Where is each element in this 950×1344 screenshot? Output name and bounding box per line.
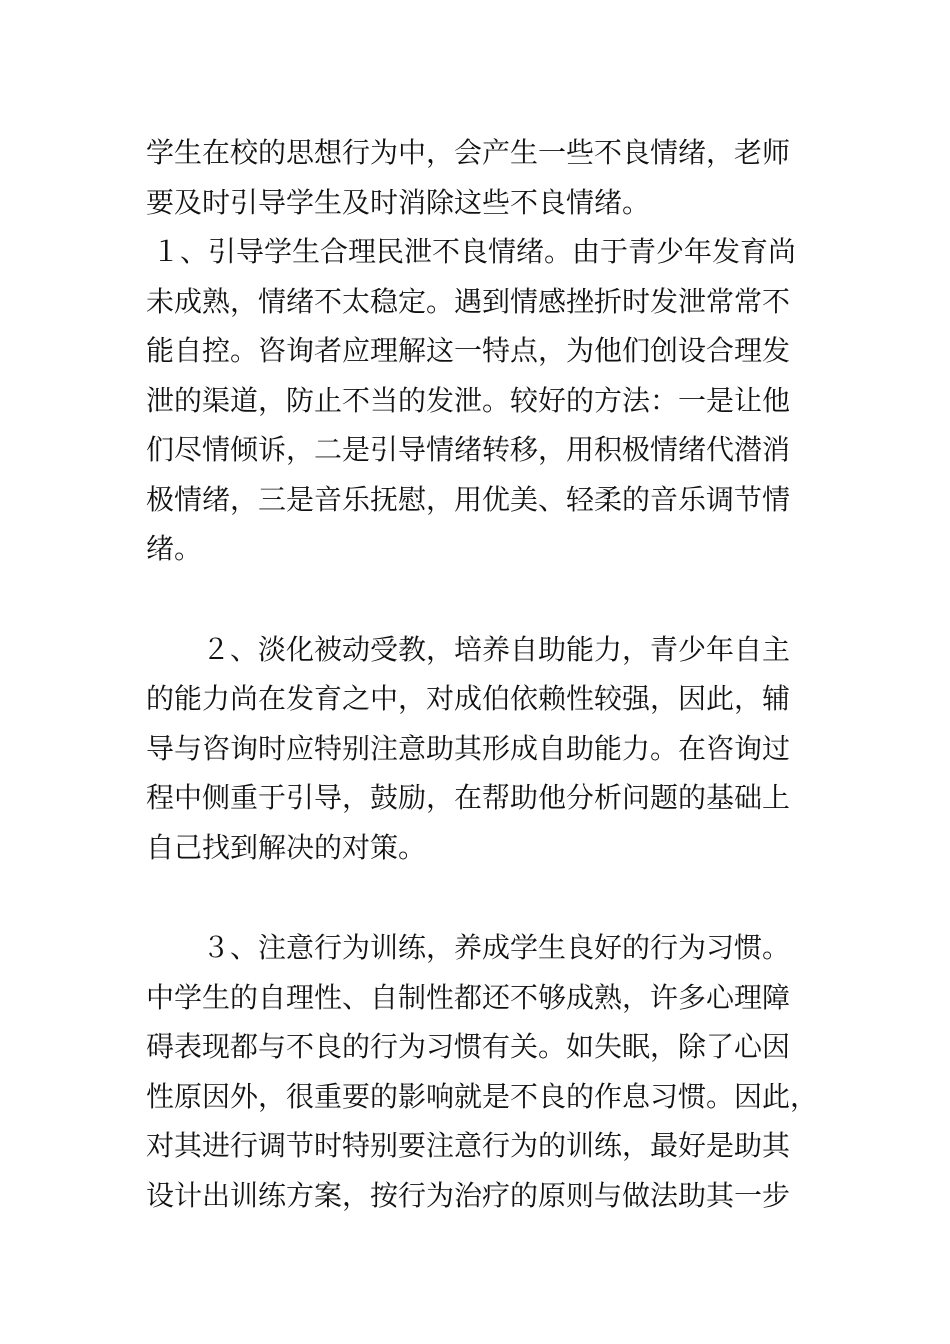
paragraph-intro — [146, 128, 818, 227]
paragraph-spacer — [146, 574, 818, 625]
paragraph-2 — [146, 625, 818, 873]
text-line: ３、注意行为训练，养成学生良好的行为习惯。 — [202, 931, 791, 964]
text-line: 们尽情倾诉，二是引导情绪转移，用积极情绪代潜消 — [146, 433, 791, 466]
text-line: 自己找到解决的对策。 — [146, 830, 427, 864]
text-line: 导与咨询时应特别注意助其形成自助能力。在咨询过 — [146, 731, 791, 765]
text-line: 绪。 — [146, 532, 203, 565]
text-line: 设计出训练方案，按行为治疗的原则与做法助其一步 — [146, 1178, 791, 1212]
text-line: 学生在校的思想行为中，会产生一些不良情绪，老师 — [146, 136, 791, 169]
text-line: 性原因外，很重要的影响就是不良的作息习惯。因此， — [146, 1079, 819, 1113]
text-line: １、引导学生合理民泄不良情绪。由于青少年发育尚 — [152, 235, 797, 268]
text-line: 极情绪，三是音乐抚慰，用优美、轻柔的音乐调节情 — [146, 482, 791, 516]
paragraph-spacer — [146, 872, 818, 923]
paragraph-1 — [146, 227, 818, 574]
text-line: 未成熟，情绪不太稳定。遇到情感挫折时发泄常常不 — [146, 284, 791, 318]
text-line: 的能力尚在发育之中，对成伯依赖性较强，因此，辅 — [146, 682, 791, 715]
text-line: 对其进行调节时特别要注意行为的训练，最好是助其 — [146, 1129, 791, 1162]
text-line: 能自控。咨询者应理解这一特点，为他们创设合理发 — [146, 334, 791, 367]
document-body — [146, 128, 818, 1220]
text-line: 碍表现都与不良的行为习惯有关。如失眠，除了心因 — [146, 1030, 791, 1063]
text-line: 泄的渠道，防止不当的发泄。较好的方法：一是让他 — [146, 383, 791, 417]
text-line: 程中侧重于引导，鼓励，在帮助他分析问题的基础上 — [146, 781, 791, 814]
paragraph-3 — [146, 923, 818, 1220]
text-line: ２、淡化被动受教，培养自助能力，青少年自主 — [202, 632, 791, 666]
text-line: 中学生的自理性、自制性都还不够成熟，许多心理障 — [146, 980, 791, 1014]
text-line: 要及时引导学生及时消除这些不良情绪。 — [146, 185, 651, 219]
